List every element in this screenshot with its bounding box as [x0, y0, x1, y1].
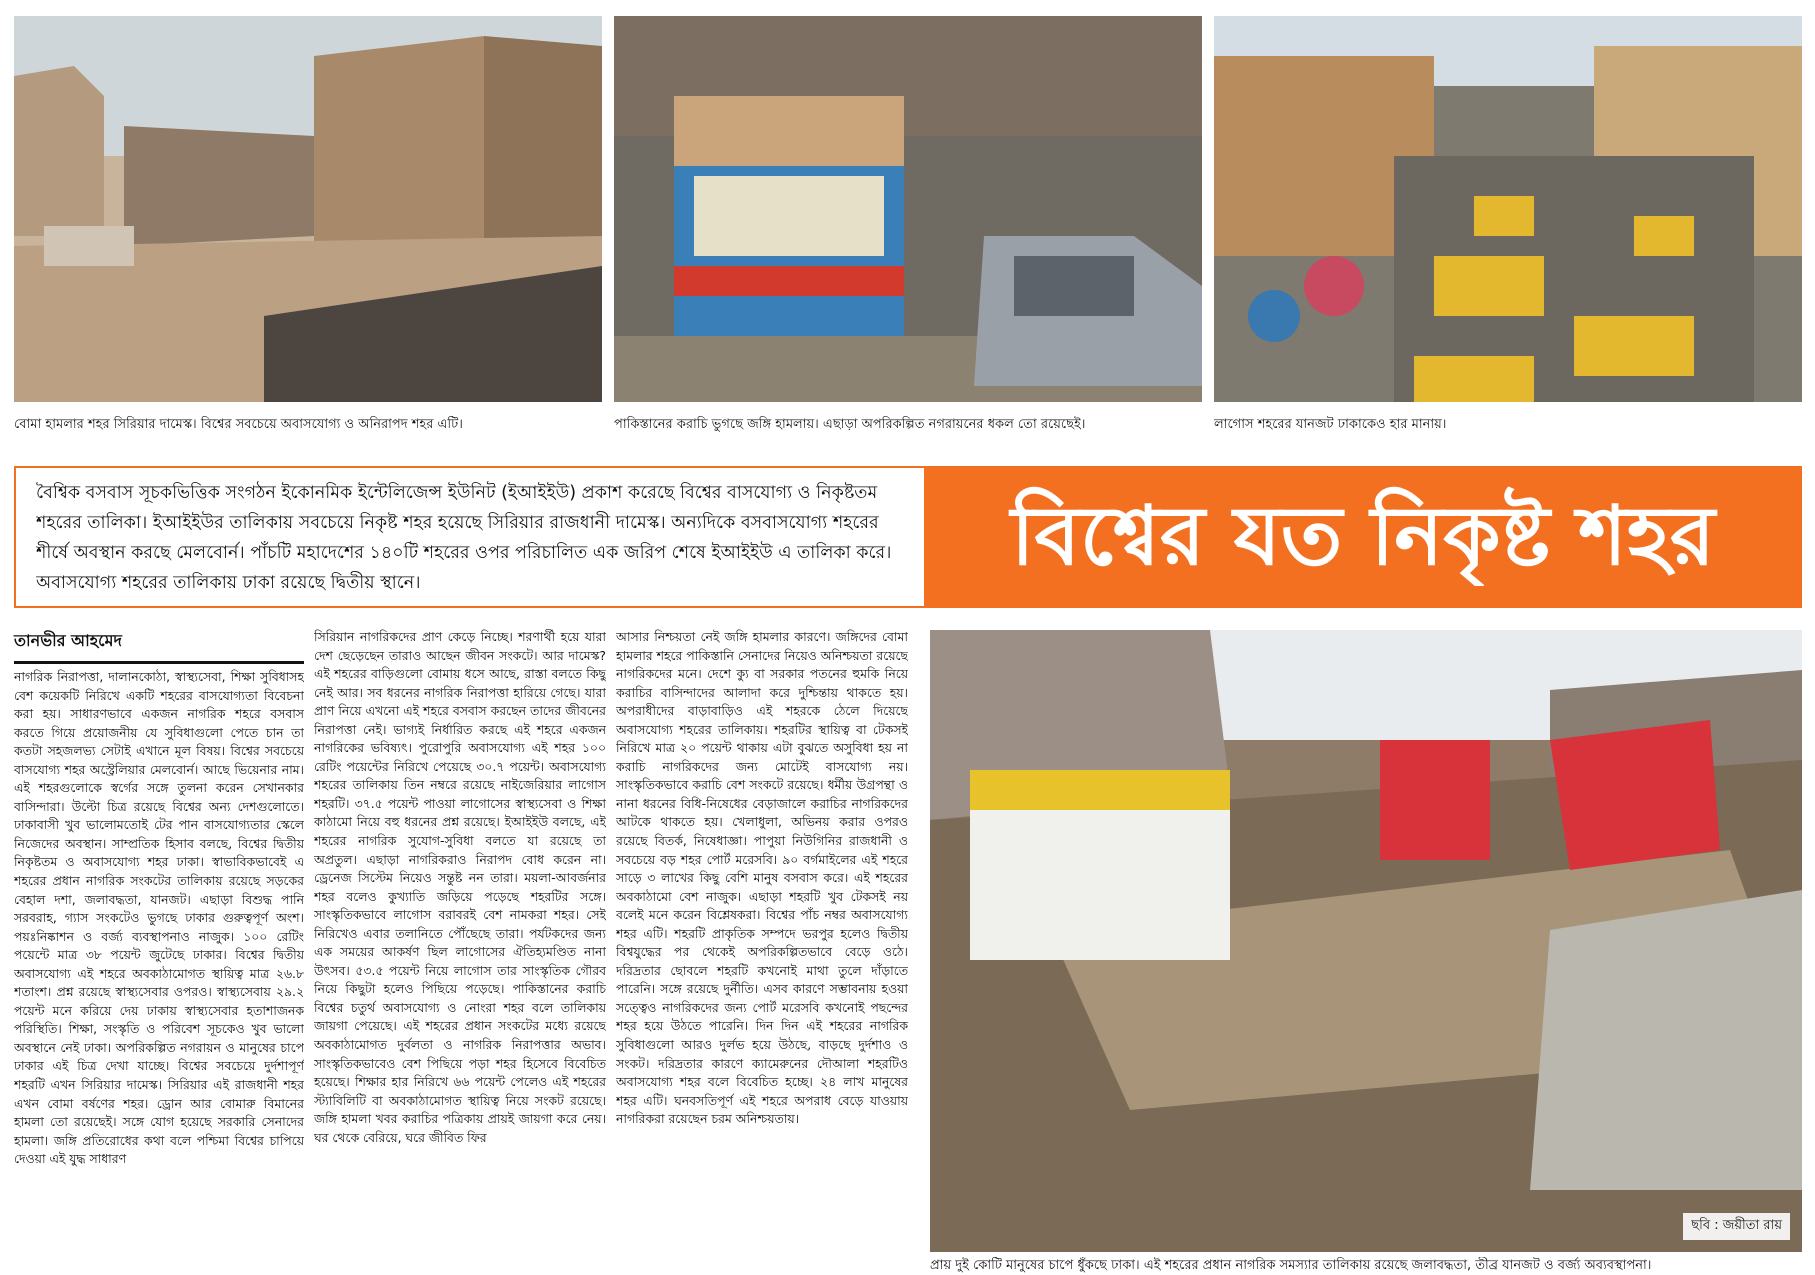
- photo-lagos: [1214, 16, 1802, 402]
- intro-text: বৈশ্বিক বসবাস সূচকভিত্তিক সংগঠন ইকোনমিক ইন্টেলিজেন্স ইউনিট (ইআইইউ) প্রকাশ করেছে বিশ্বের বাসযোগ্য ও নিকৃষ্টতম শহরের তালিকা। ইআইইউর তালিকায় সবচেয়ে নিকৃষ্ট শহর হয়েছে সিরিয়ার রাজধানী দামেস্ক। অন্যদিকে বসবাসযোগ্য শহরের শীর্ষে অবস্থান করছে মেলবোর্ন। পাঁচটি মহাদেশের ১৪০টি শহরের ওপর পরিচালিত এক জরিপ শেষে ইআইইউ এ তালিকা করে। অবাসযোগ্য শহরের তালিকায় ঢাকা রয়েছে দ্বিতীয় স্থানে।: [36, 483, 892, 593]
- photo-caption: বোমা হামলার শহর সিরিয়ার দামেস্ক। বিশ্বের সবচেয়ে অবাসযোগ্য ও অনিরাপদ শহর এটি।: [14, 417, 463, 432]
- photo-credit: ছবি : জয়ীতা রায়: [1683, 1213, 1790, 1240]
- article-column-2: [314, 628, 606, 1268]
- photo-dhaka: [930, 630, 1802, 1252]
- byline: তানভীর আহমেদ: [14, 628, 304, 664]
- photo-karachi: [614, 16, 1202, 402]
- article-column-1: [14, 668, 304, 1268]
- photo-caption: লাগোস শহরের যানজট ঢাকাকেও হার মানায়।: [1214, 417, 1447, 432]
- column-text: আসার নিশ্চয়তা নেই জঙ্গি হামলার কারণে। জঙ্গিদের বোমা হামলার শহরে পাকিস্তানি সেনাদের নিয়েও অনিশ্চয়তা রয়েছে নাগরিকদের মনে। দেশে ক্যু বা সরকার পতনের হুমকি নিয়ে করাচির বাসিন্দাদের আলাদা করে দুশ্চিন্তায় থাকতে হয়। অপরাধীদের বাড়াবাড়িও এই শহরকে ঠেলে দিয়েছে অবাসযোগ্য শহরের তালিকায়। শহরটির স্থায়িত্ব বা টেকসই নিরিখে মাত্র ২০ পয়েন্ট থাকায় এটা বুঝতে অসুবিধা হয় না করাচি নাগরিকদের জন্য মোটেই বাসযোগ্য নয়। সাংস্কৃতিকভাবে করাচি বেশ সংকটে রয়েছে। ধর্মীয় উগ্রপন্থা ও নানা ধরনের বিধি-নিষেধের বেড়াজালে করাচির নাগরিকদের আটকে থাকতে হয়। খেলাধুলা, অভিনয় করার ওপরও রয়েছে বিতর্ক, নিষেধাজ্ঞা। পাপুয়া নিউগিনির রাজধানী ও সবচেয়ে বড় শহর পোর্ট মরেসবি। ৯০ বর্গমাইলের এই শহরে সাড়ে ৩ লাখের কিছু বেশি মানুষ বসবাস করে। এই শহরের অবকাঠামো বেশ নাজুক। এছাড়া শহরটি খুব টেকসই নয় বলেই মনে করেন বিশ্লেষকরা। বিশ্বের পাঁচ নম্বর অবাসযোগ্য শহর এটি। শহরটি প্রাকৃতিক সম্পদে ভরপুর হলেও দ্বিতীয় বিশ্বযুদ্ধের পর থেকেই অপরিকল্পিতভাবে বেড়ে ওঠে। দরিদ্রতার ছোবলে শহরটি কখনোই মাথা তুলে দাঁড়াতে পারেনি। সঙ্গে রয়েছে দুর্নীতি। এসব কারণে সম্ভাবনায় হওয়া সত্ত্বেও নাগরিকদের জন্য পোর্ট মরেসবি কখনোই পছন্দের শহর হয়ে উঠতে পারেনি। দিন দিন এই শহরের নাগরিক সুবিধাগুলো আরও দুর্লভ হয়ে উঠছে, বাড়ছে দুর্দশাও ও সংকট। দরিদ্রতার কারণে ক্যামেরুনের দৌআলা শহরটিও অবাসযোগ্য শহর বলে বিবেচিত হচ্ছে। ২৪ লাখ মানুষের শহর এটি। ঘনবসতিপূর্ণ এই শহরে অপরাধ বেড়ে যাওয়ায় নাগরিকরা রয়েছেন চরম অনিশ্চয়তায়।: [616, 629, 908, 1127]
- photo-damascus: [14, 16, 602, 402]
- headline: বিশ্বের যত নিকৃষ্ট শহর: [1010, 488, 1715, 584]
- photo-caption: প্রায় দুই কোটি মানুষের চাপে ধুঁকছে ঢাকা। এই শহরের প্রধান নাগরিক সমস্যার তালিকায় রয়েছে জলাবদ্ধতা, তীব্র যানজট ও বর্জ্য অব্যবস্থাপনা।: [930, 1258, 1652, 1273]
- headline-box: [924, 466, 1802, 608]
- article-column-3: [616, 628, 908, 1268]
- intro-box: [14, 466, 924, 608]
- photo-caption: পাকিস্তানের করাচি ভুগছে জঙ্গি হামলায়। এছাড়া অপরিকল্পিত নগরায়নের ধকল তো রয়েছেই।: [614, 417, 1086, 432]
- column-text: সিরিয়ান নাগরিকদের প্রাণ কেড়ে নিচ্ছে। শরণার্থী হয়ে যারা দেশ ছেড়েছেন তারাও আছেন জীবন সংকটে। আর দামেস্ক? এই শহরের বাড়িগুলো বোমায় ধসে আছে, রাস্তা বলতে কিছু নেই আর। সব ধরনের নাগরিক নিরাপত্তা হারিয়ে গেছে। যারা প্রাণ নিয়ে এখনো এই শহরে বসবাস করছেন তাদের জীবনের নিরাপত্তা নেই। ভাগ্যই নির্ধারিত করছে এই শহরে একজন নাগরিকের ভবিষ্যৎ। পুরোপুরি অবাসযোগ্য এই শহর ১০০ রেটিং পয়েন্টের নিরিখে পেয়েছে ৩০.৭ পয়েন্ট। অবাসযোগ্য শহরের তালিকায় তিন নম্বরে রয়েছে নাইজেরিয়ার লাগোস শহরটি। ৩৭.৫ পয়েন্ট পাওয়া লাগোসের স্বাস্থ্যসেবা ও শিক্ষা কাঠামো নিয়ে বহু ধরনের প্রশ্ন রয়েছে। ইআইইউ বলছে, এই শহরের নাগরিক সুযোগ-সুবিধা বলতে যা রয়েছে তা অপ্রতুল। এছাড়া নাগরিকরাও নিরাপদ বোধ করেন না। ড্রেনেজ সিস্টেম নিয়েও সন্তুষ্ট নন তারা। ময়লা-আবর্জনার শহর বলেও কুখ্যাতি জড়িয়ে পড়েছে শহরটির সঙ্গে। সাংস্কৃতিকভাবে লাগোস বরাবরই বেশ নামকরা শহর। সেই নিরিখেও এবার তলানিতে পৌঁছেছে তারা। পর্যটকদের জন্য এক সময়ের আকর্ষণ ছিল লাগোসের ঐতিহ্যমণ্ডিত নানা উৎসব। ৫৩.৫ পয়েন্ট নিয়ে লাগোস তার সাংস্কৃতিক গৌরব নিয়ে কিছুটা হলেও পিছিয়ে পড়েছে। পাকিস্তানের করাচি বিশ্বের চতুর্থ অবাসযোগ্য ও নোংরা শহর বলে তালিকায় জায়গা পেয়েছে। এই শহরের প্রধান সংকটের মধ্যে রয়েছে অবকাঠামোগত দুর্বলতা ও নাগরিক নিরাপত্তার অভাব। সাংস্কৃতিকভাবেও বেশ পিছিয়ে পড়া শহর হিসেবে বিবেচিত হয়েছে। শিক্ষার হার নিরিখে ৬৬ পয়েন্ট পেলেও এই শহরের স্ট্যাবিলিটি বা অবকাঠামোগত স্থায়িত্ব নিয়ে সংকট রয়েছে। জঙ্গি হামলা খবর করাচির পত্রিকায় প্রায়ই জায়গা করে নেয়। ঘর থেকে বেরিয়ে, ঘরে জীবিত ফির: [314, 629, 606, 1145]
- column-text: নাগরিক নিরাপত্তা, দালানকোঠা, স্বাস্থ্যসেবা, শিক্ষা সুবিধাসহ বেশ কয়েকটি নিরিখে একটি শহরের বাসযোগ্যতা বিবেচনা করা হয়। সাধারণভাবে একজন নাগরিক শহরে বসবাস করতে গিয়ে প্রয়োজনীয় যে সুবিধাগুলো পেতে চান তা কতটা সহজলভ্য সেটাই এখানে মূল বিষয়। বিশ্বের সবচেয়ে বাসযোগ্য শহর অস্ট্রেলিয়ার মেলবোর্ন। আছে ভিয়েনার নাম। এই শহরগুলোকে স্বর্গের সঙ্গে তুলনা করেন সেখানকার বাসিন্দারা। উল্টো চিত্র রয়েছে বিশ্বের অন্য দেশগুলোতে। ঢাকাবাসী খুব ভালোমতোই টের পান বাসযোগ্যতার স্কেলে নিজেদের অবস্থান। সাম্প্রতিক হিসাব বলছে, বিশ্বের দ্বিতীয় নিকৃষ্টতম ও অবাসযোগ্য শহর ঢাকা। স্বাভাবিকভাবেই এ শহরের প্রধান নাগরিক সংকটের তালিকায় রয়েছে সড়কের বেহাল দশা, জলাবদ্ধতা, যানজট। এছাড়া বিশুদ্ধ পানি সরবরাহ, গ্যাস সংকটেও ভুগছে ঢাকার গুরুত্বপূর্ণ অংশ। পয়ঃনিষ্কাশন ও বর্জ্য ব্যবস্থাপনাও নাজুক। ১০০ রেটিং পয়েন্টে মাত্র ৩৮ পয়েন্ট জুটেছে ঢাকার। বিশ্বের দ্বিতীয় অবাসযোগ্য এই শহরে অবকাঠামোগত স্থায়িত্ব মাত্র ২৬.৮ শতাংশ। প্রশ্ন রয়েছে স্বাস্থ্যসেবার ওপরও। স্বাস্থ্যসেবায় ২৯.২ পয়েন্ট মনে করিয়ে দেয় ঢাকায় স্বাস্থ্যসেবার হতাশাজনক পরিস্থিতি। শিক্ষা, সংস্কৃতি ও পরিবেশ সূচকেও খুব ভালো অবস্থানে নেই ঢাকা। অপরিকল্পিত নগরায়ন ও মানুষের চাপে ঢাকার এই চিত্র দেখা যাচ্ছে। বিশ্বের সবচেয়ে দুর্দশাপূর্ণ শহরটি এখন সিরিয়ার দামেস্ক। সিরিয়ার এই রাজধানী শহর এখন বোমা বর্ষণের শহর। ড্রোন আর বোমারু বিমানের হামলা তো রয়েছেই। সঙ্গে যোগ হয়েছে সরকারি সেনাদের হামলা। জঙ্গি প্রতিরোধের কথা বলে পশ্চিমা বিশ্বের চাপিয়ে দেওয়া এই যুদ্ধ সাধারণ: [14, 669, 304, 1167]
